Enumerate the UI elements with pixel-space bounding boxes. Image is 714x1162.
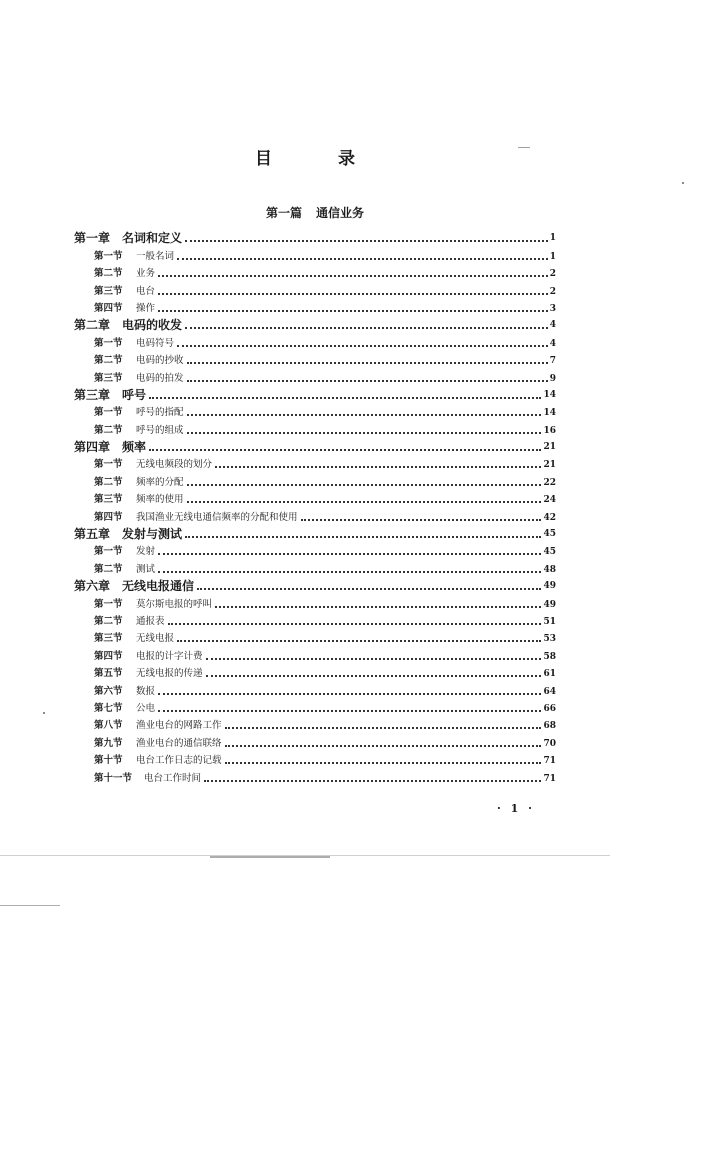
toc-entry-page: 51 bbox=[543, 616, 556, 627]
toc-entry-title: 电码的收发 bbox=[122, 318, 183, 333]
dot-leader bbox=[206, 674, 542, 677]
toc-section-row[interactable] bbox=[74, 470, 556, 487]
toc-entry-page: 3 bbox=[549, 303, 556, 314]
toc-entry-label: 第七节 bbox=[94, 702, 123, 714]
toc-entry-label: 第一节 bbox=[94, 459, 123, 471]
toc-section-row[interactable] bbox=[74, 592, 556, 609]
toc-section-row[interactable] bbox=[74, 453, 556, 470]
toc-entry-label: 第三节 bbox=[94, 372, 123, 384]
toc-entry-label: 第一节 bbox=[94, 337, 123, 349]
toc-entry-page: 49 bbox=[543, 581, 556, 592]
toc-entry-page: 21 bbox=[543, 460, 556, 471]
toc-entry-page: 71 bbox=[543, 773, 556, 784]
dot-leader bbox=[177, 344, 548, 347]
table-of-contents bbox=[74, 227, 556, 784]
toc-entry-page: 48 bbox=[543, 564, 556, 575]
scan-speck bbox=[682, 182, 684, 184]
toc-entry-title: 呼号的指配 bbox=[136, 407, 184, 419]
toc-entry-page: 4 bbox=[549, 320, 556, 331]
toc-entry-page: 58 bbox=[543, 651, 556, 662]
dot-leader bbox=[185, 535, 541, 538]
toc-entry-label: 第六节 bbox=[94, 685, 123, 697]
toc-entry-title: 我国渔业无线电通信频率的分配和使用 bbox=[136, 511, 298, 523]
dot-leader bbox=[301, 518, 542, 521]
dot-leader bbox=[158, 570, 541, 573]
toc-entry-label: 第九节 bbox=[94, 737, 123, 749]
toc-entry-page: 66 bbox=[543, 703, 556, 714]
toc-entry-title: 无线电频段的划分 bbox=[136, 459, 213, 471]
toc-entry-label: 第四节 bbox=[94, 650, 123, 662]
toc-section-row[interactable] bbox=[74, 644, 556, 661]
toc-entry-label: 第一节 bbox=[94, 598, 123, 610]
toc-section-row[interactable] bbox=[74, 279, 556, 296]
toc-entry-page: 53 bbox=[543, 634, 556, 645]
toc-entry-page: 42 bbox=[543, 512, 556, 523]
toc-chapter-row[interactable] bbox=[74, 314, 556, 331]
toc-entry-label: 第五节 bbox=[94, 668, 123, 680]
scan-line bbox=[210, 856, 330, 858]
toc-entry-page: 22 bbox=[543, 477, 556, 488]
toc-entry-title: 公电 bbox=[136, 702, 156, 714]
toc-section-row[interactable] bbox=[74, 505, 556, 522]
toc-entry-label: 第十一节 bbox=[94, 772, 133, 784]
toc-entry-title: 测试 bbox=[136, 563, 156, 575]
toc-entry-page: 64 bbox=[543, 686, 556, 697]
toc-entry-page: 1 bbox=[549, 251, 556, 262]
dot-leader bbox=[185, 239, 548, 242]
toc-entry-page: 71 bbox=[543, 756, 556, 767]
scan-speck bbox=[43, 712, 45, 714]
toc-entry-label: 第二节 bbox=[94, 563, 123, 575]
toc-section-row[interactable] bbox=[74, 418, 556, 435]
toc-section-row[interactable] bbox=[74, 401, 556, 418]
toc-section-row[interactable] bbox=[74, 297, 556, 314]
toc-entry-title: 一般名词 bbox=[136, 250, 175, 262]
toc-entry-title: 莫尔斯电报的呼叫 bbox=[136, 598, 213, 610]
toc-section-row[interactable] bbox=[74, 488, 556, 505]
toc-entry-label: 第二节 bbox=[94, 615, 123, 627]
toc-entry-label: 第五章 bbox=[74, 527, 111, 542]
toc-chapter-row[interactable] bbox=[74, 436, 556, 453]
toc-entry-page: 45 bbox=[543, 529, 556, 540]
toc-section-row[interactable] bbox=[74, 662, 556, 679]
toc-entry-title: 频率的使用 bbox=[136, 494, 184, 506]
toc-entry-title: 电台工作时间 bbox=[144, 772, 202, 784]
dot-leader bbox=[158, 709, 541, 712]
toc-entry-title: 无线电报通信 bbox=[122, 579, 195, 594]
dot-leader bbox=[225, 761, 542, 764]
toc-entry-page: 9 bbox=[549, 373, 556, 384]
dot-leader bbox=[187, 431, 542, 434]
dot-leader bbox=[158, 552, 541, 555]
part-name: 通信业务 bbox=[316, 206, 365, 220]
toc-entry-label: 第四节 bbox=[94, 302, 123, 314]
toc-entry-title: 呼号 bbox=[122, 387, 147, 402]
toc-section-row[interactable] bbox=[74, 731, 556, 748]
dot-leader bbox=[177, 257, 548, 260]
toc-entry-label: 第三节 bbox=[94, 494, 123, 506]
toc-section-row[interactable] bbox=[74, 331, 556, 348]
toc-entry-label: 第三章 bbox=[74, 387, 111, 402]
part-heading bbox=[0, 204, 630, 221]
toc-entry-label: 第十节 bbox=[94, 755, 123, 767]
toc-entry-title: 发射 bbox=[136, 546, 156, 558]
toc-section-row[interactable] bbox=[74, 679, 556, 696]
dot-leader bbox=[215, 465, 541, 468]
toc-entry-page: 1 bbox=[549, 233, 556, 244]
toc-chapter-row[interactable] bbox=[74, 227, 556, 244]
toc-section-row[interactable] bbox=[74, 627, 556, 644]
page-title: 目 录 bbox=[255, 149, 385, 169]
dot-leader bbox=[158, 274, 548, 277]
toc-entry-page: 70 bbox=[543, 738, 556, 749]
toc-entry-title: 电报的计字计费 bbox=[136, 650, 203, 662]
toc-entry-title: 电台 bbox=[136, 285, 156, 297]
toc-entry-title: 发射与测试 bbox=[122, 527, 183, 542]
toc-chapter-row[interactable] bbox=[74, 384, 556, 401]
toc-entry-page: 61 bbox=[543, 669, 556, 680]
part-label: 第一篇 bbox=[265, 206, 302, 220]
toc-entry-title: 业务 bbox=[136, 268, 156, 280]
dot-leader bbox=[225, 726, 542, 729]
dot-leader bbox=[187, 361, 548, 364]
toc-entry-title: 通报表 bbox=[136, 615, 165, 627]
toc-section-row[interactable] bbox=[74, 749, 556, 766]
toc-entry-title: 电台工作日志的记载 bbox=[136, 755, 222, 767]
toc-section-row[interactable] bbox=[74, 766, 556, 783]
toc-entry-label: 第一节 bbox=[94, 407, 123, 419]
scan-line bbox=[518, 147, 530, 148]
page-number: · 1 · bbox=[497, 802, 535, 815]
toc-section-row[interactable] bbox=[74, 540, 556, 557]
toc-entry-label: 第八节 bbox=[94, 720, 123, 732]
toc-entry-label: 第三节 bbox=[94, 285, 123, 297]
dot-leader bbox=[168, 622, 542, 625]
toc-entry-page: 7 bbox=[549, 356, 556, 367]
toc-section-row[interactable] bbox=[74, 697, 556, 714]
toc-entry-label: 第一节 bbox=[94, 250, 123, 262]
toc-entry-title: 渔业电台的网路工作 bbox=[136, 720, 222, 732]
dot-leader bbox=[215, 605, 541, 608]
toc-chapter-row[interactable] bbox=[74, 575, 556, 592]
dot-leader bbox=[187, 413, 542, 416]
dot-leader bbox=[158, 692, 541, 695]
toc-entry-label: 第六章 bbox=[74, 579, 111, 594]
toc-entry-label: 第一节 bbox=[94, 546, 123, 558]
toc-entry-page: 49 bbox=[543, 599, 556, 610]
toc-entry-label: 第一章 bbox=[74, 231, 111, 246]
toc-entry-title: 操作 bbox=[136, 302, 156, 314]
toc-entry-title: 电码的拍发 bbox=[136, 372, 184, 384]
toc-entry-title: 呼号的组成 bbox=[136, 424, 184, 436]
toc-entry-title: 数报 bbox=[136, 685, 156, 697]
dot-leader bbox=[197, 587, 541, 590]
toc-entry-title: 名词和定义 bbox=[122, 231, 183, 246]
toc-section-row[interactable] bbox=[74, 262, 556, 279]
toc-entry-page: 2 bbox=[549, 269, 556, 280]
dot-leader bbox=[149, 396, 541, 399]
dot-leader bbox=[149, 448, 541, 451]
dot-leader bbox=[158, 309, 548, 312]
dot-leader bbox=[187, 483, 542, 486]
toc-entry-title: 频率 bbox=[122, 440, 147, 455]
toc-section-row[interactable] bbox=[74, 349, 556, 366]
toc-entry-page: 16 bbox=[543, 425, 556, 436]
toc-entry-title: 电码符号 bbox=[136, 337, 175, 349]
dot-leader bbox=[204, 779, 541, 782]
toc-entry-title: 无线电报的传递 bbox=[136, 668, 203, 680]
toc-entry-page: 2 bbox=[549, 286, 556, 297]
toc-entry-label: 第四章 bbox=[74, 440, 111, 455]
dot-leader bbox=[187, 379, 548, 382]
toc-entry-page: 68 bbox=[543, 721, 556, 732]
toc-entry-title: 电码的抄收 bbox=[136, 355, 184, 367]
dot-leader bbox=[187, 500, 542, 503]
toc-section-row[interactable] bbox=[74, 610, 556, 627]
toc-entry-page: 21 bbox=[543, 442, 556, 453]
toc-section-row[interactable] bbox=[74, 557, 556, 574]
toc-entry-page: 14 bbox=[543, 408, 556, 419]
toc-entry-label: 第二节 bbox=[94, 268, 123, 280]
toc-entry-title: 频率的分配 bbox=[136, 476, 184, 488]
toc-entry-page: 45 bbox=[543, 547, 556, 558]
toc-chapter-row[interactable] bbox=[74, 523, 556, 540]
toc-section-row[interactable] bbox=[74, 366, 556, 383]
toc-entry-label: 第四节 bbox=[94, 511, 123, 523]
toc-entry-label: 第二节 bbox=[94, 476, 123, 488]
dot-leader bbox=[158, 292, 548, 295]
toc-section-row[interactable] bbox=[74, 714, 556, 731]
toc-entry-label: 第二节 bbox=[94, 355, 123, 367]
toc-entry-label: 第三节 bbox=[94, 633, 123, 645]
dot-leader bbox=[185, 326, 548, 329]
toc-entry-page: 4 bbox=[549, 338, 556, 349]
toc-entry-title: 渔业电台的通信联络 bbox=[136, 737, 222, 749]
toc-entry-label: 第二节 bbox=[94, 424, 123, 436]
toc-entry-title: 无线电报 bbox=[136, 633, 175, 645]
dot-leader bbox=[177, 639, 541, 642]
toc-entry-page: 24 bbox=[543, 495, 556, 506]
toc-section-row[interactable] bbox=[74, 244, 556, 261]
toc-entry-page: 14 bbox=[543, 389, 556, 400]
dot-leader bbox=[206, 657, 542, 660]
toc-entry-label: 第二章 bbox=[74, 318, 111, 333]
dot-leader bbox=[225, 744, 542, 747]
scan-line bbox=[0, 905, 60, 906]
